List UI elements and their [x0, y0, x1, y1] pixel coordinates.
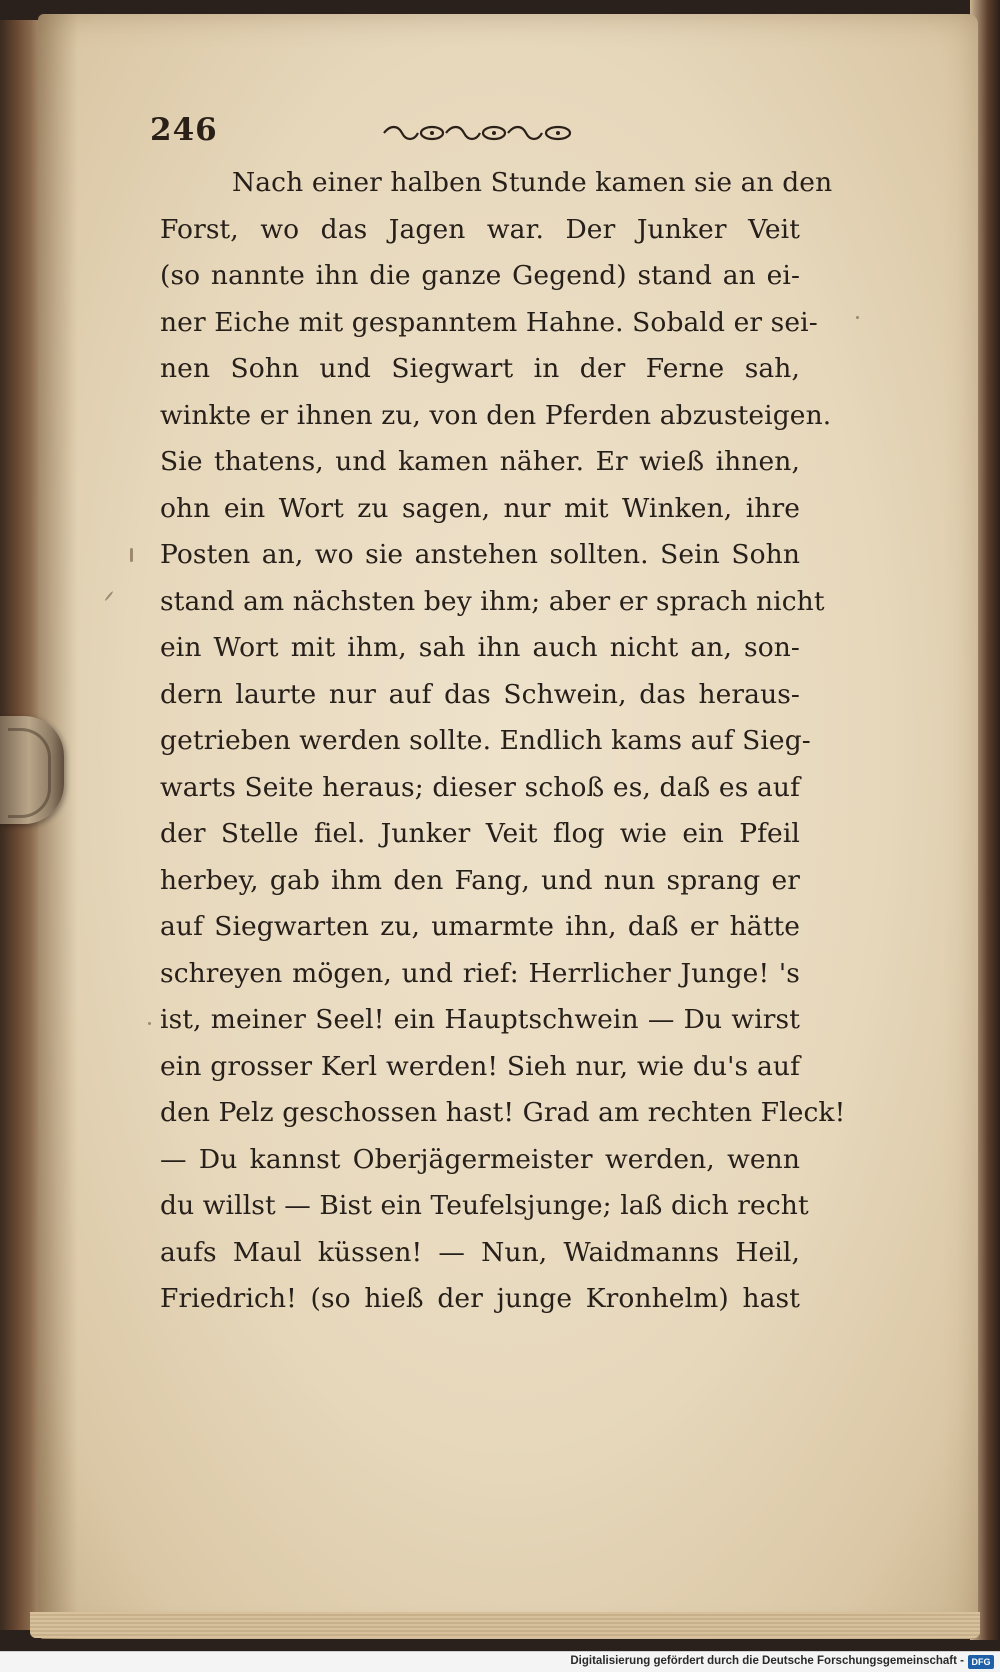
text-line: den Pelz geschossen hast! Grad am rechten Fleck! — [160, 1097, 846, 1128]
text-line: dern laurte nur auf das Schwein, das heraus- — [160, 678, 800, 710]
text-line: (so nannte ihn die ganze Gegend) stand an ei- — [160, 260, 800, 291]
text-line: Posten an, wo sie anstehen sollten. Sein Sohn — [160, 539, 800, 570]
text-line: aufs Maul küssen! — Nun, Waidmanns Heil, — [160, 1236, 800, 1268]
text-line: der Stelle fiel. Junker Veit flog wie ein Pfeil — [160, 818, 800, 849]
text-line: ist, meiner Seel! ein Hauptschwein — Du wirst — [160, 1004, 800, 1035]
text-line: Sie thatens, und kamen näher. Er wieß ihnen, — [160, 446, 800, 477]
text-line: ein grosser Kerl werden! Sieh nur, wie du's auf — [160, 1050, 800, 1082]
text-line: Nach einer halben Stunde kamen sie an den — [232, 167, 833, 198]
text-line: Friedrich! (so hieß der junge Kronhelm) hast — [160, 1283, 800, 1314]
paper-speck — [130, 548, 133, 562]
funding-credit: Digitalisierung gefördert durch die Deutsche Forschungsgemeinschaft - — [570, 1655, 964, 1667]
metal-clip-icon — [0, 716, 64, 824]
header-ornament-icon — [380, 122, 580, 144]
text-line: warts Seite heraus; dieser schoß es, daß es auf — [160, 771, 800, 803]
page-number: 246 — [150, 112, 218, 148]
page-header — [150, 112, 610, 156]
text-line: nen Sohn und Siegwart in der Ferne sah, — [160, 353, 800, 384]
text-line: Forst, wo das Jagen war. Der Junker Veit — [160, 213, 800, 245]
clip-inner-loop — [8, 728, 51, 818]
text-line: ohn ein Wort zu sagen, nur mit Winken, ihre — [160, 492, 800, 524]
text-line: ein Wort mit ihm, sah ihn auch nicht an, son- — [160, 632, 800, 663]
text-line: schreyen mögen, und rief: Herrlicher Junge! 's — [160, 957, 800, 989]
page-stack-edge — [30, 1612, 980, 1638]
text-line: auf Siegwarten zu, umarmte ihn, daß er hätte — [160, 911, 800, 942]
text-line: — Du kannst Oberjägermeister werden, wenn — [160, 1143, 800, 1175]
paper-speck — [148, 1022, 151, 1025]
text-line: stand am nächsten bey ihm; aber er sprach nicht — [160, 585, 825, 617]
text-line: ner Eiche mit gespanntem Hahne. Sobald er sei- — [160, 306, 818, 338]
text-line: herbey, gab ihm den Fang, und nun sprang er — [160, 864, 800, 896]
text-line: winkte er ihnen zu, von den Pferden abzusteigen. — [160, 399, 832, 431]
paper-speck — [856, 316, 859, 319]
dfg-logo-icon: DFG — [968, 1655, 994, 1669]
text-line: du willst — Bist ein Teufelsjunge; laß dich recht — [160, 1190, 809, 1221]
gutter-shadow — [38, 14, 78, 1639]
footer-bar — [0, 1651, 1000, 1672]
text-line: getrieben werden sollte. Endlich kams auf Sieg- — [160, 725, 811, 756]
body-text — [160, 160, 846, 1323]
